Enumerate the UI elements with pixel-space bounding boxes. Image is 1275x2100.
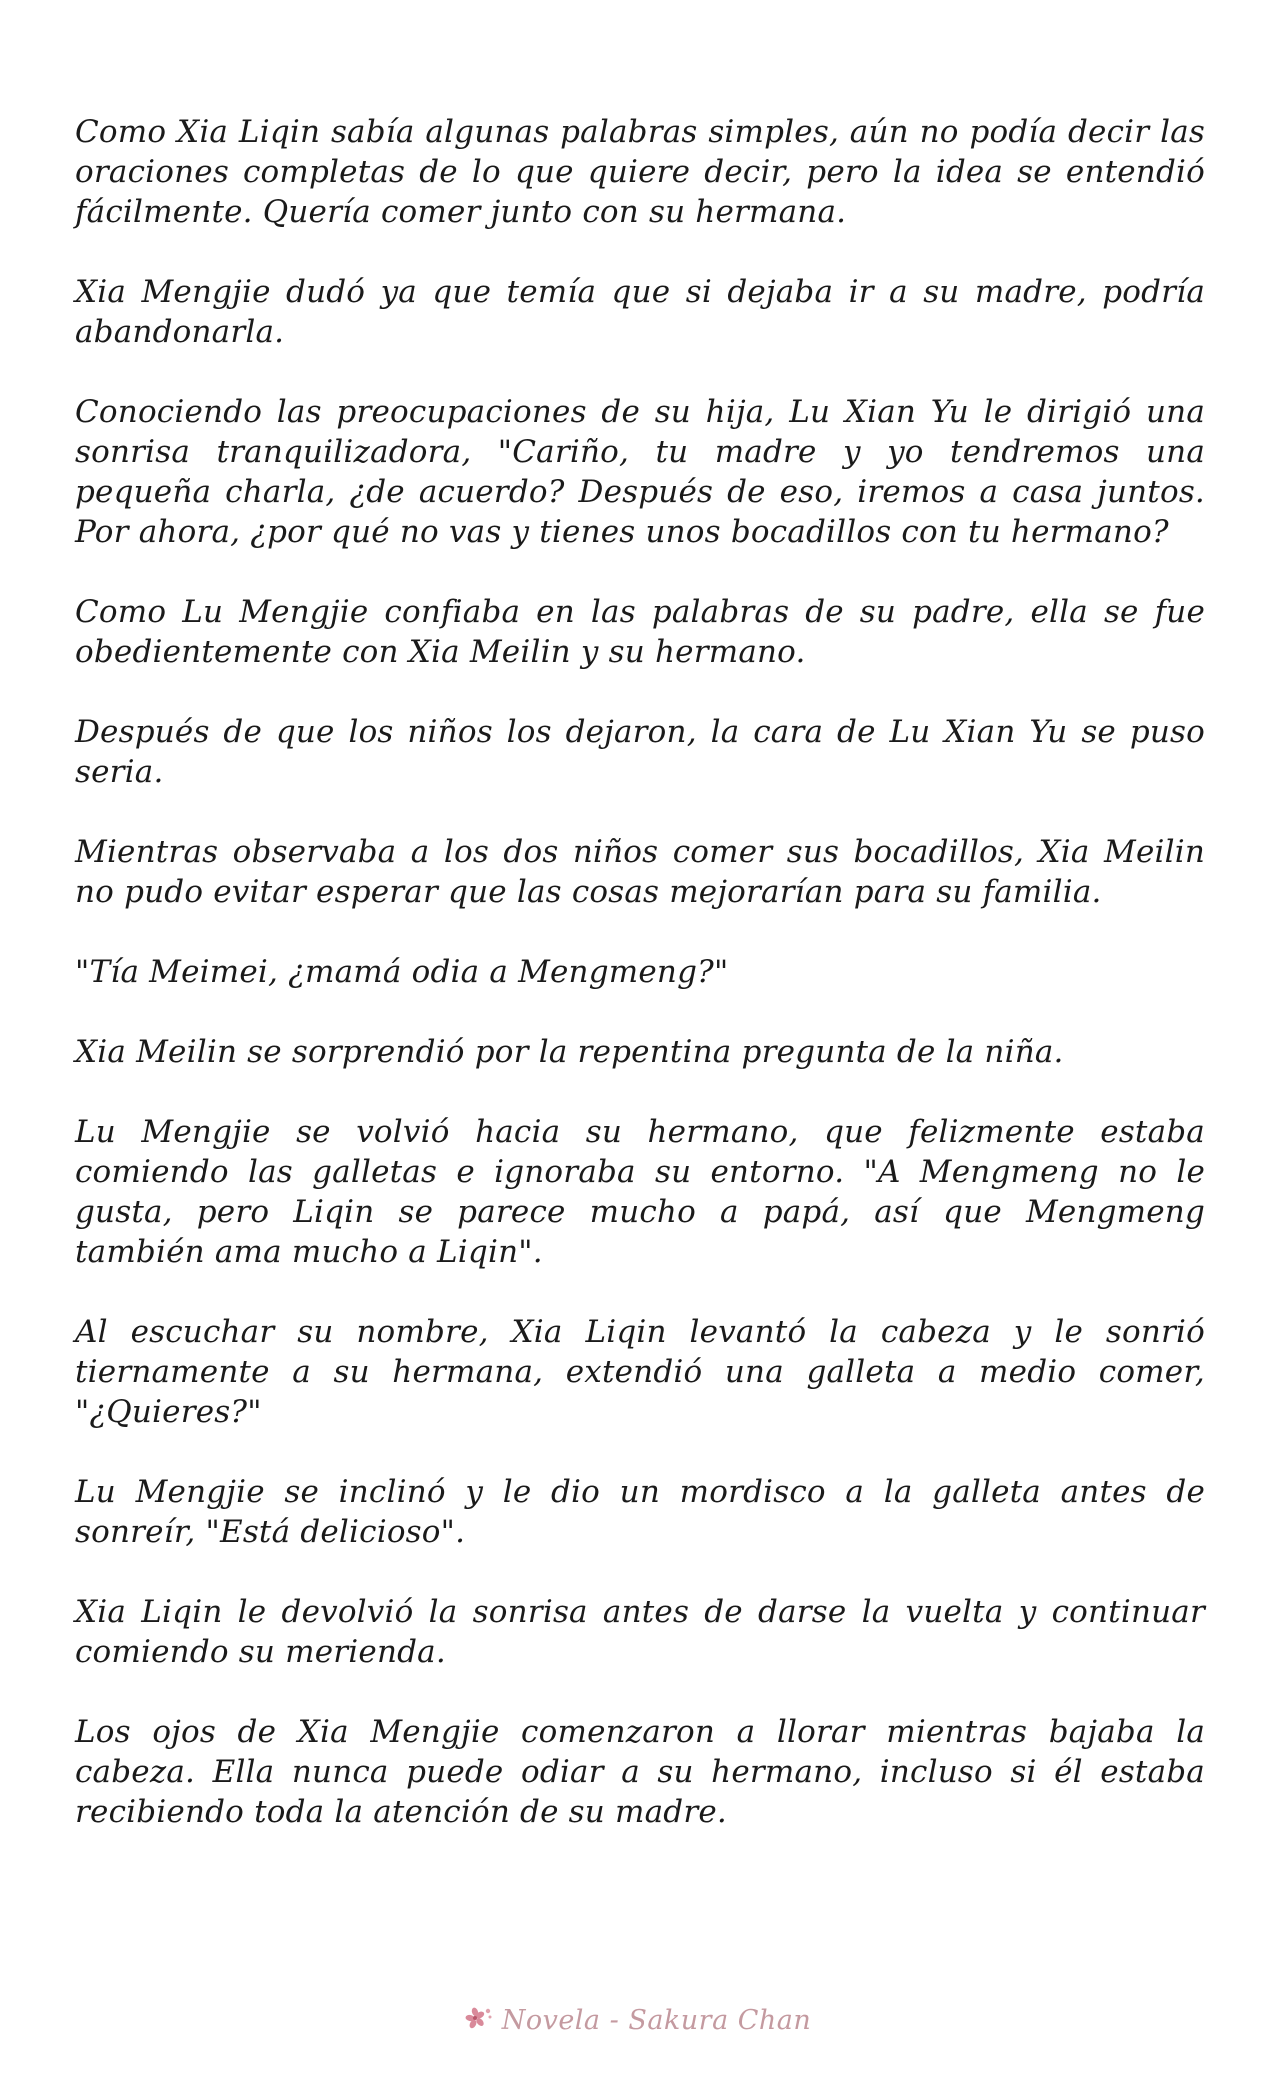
- paragraph: Conociendo las preocupaciones de su hija, Lu Xian Yu le dirigió una sonrisa tranquilizadora, "Cariño, tu madre y yo tendremos una pequeña charla, ¿de acuerdo? Después de eso, iremos a casa juntos. Por ahora, ¿por qué no vas y tienes unos bocadillos con tu hermano?: [75, 394, 1205, 550]
- text-column: [75, 112, 1205, 1872]
- paragraph: Mientras observaba a los dos niños comer sus bocadillos, Xia Meilin no pudo evitar esperar que las cosas mejorarían para su familia.: [75, 834, 1205, 910]
- paragraph: Xia Liqin le devolvió la sonrisa antes de darse la vuelta y continuar comiendo su merienda.: [75, 1594, 1205, 1670]
- paragraph: Lu Mengjie se volvió hacia su hermano, que felizmente estaba comiendo las galletas e ignoraba su entorno. "A Mengmeng no le gusta, pero Liqin se parece mucho a papá, así que Mengmeng también ama mucho a Liqin".: [75, 1114, 1205, 1270]
- paragraph: Después de que los niños los dejaron, la cara de Lu Xian Yu se puso seria.: [75, 714, 1205, 790]
- paragraph: "Tía Meimei, ¿mamá odia a Mengmeng?": [75, 954, 729, 990]
- watermark-text: Novela - Sakura Chan: [501, 2004, 812, 2036]
- watermark: [0, 1990, 1275, 2050]
- paragraph: Xia Mengjie dudó ya que temía que si dejaba ir a su madre, podría abandonarla.: [75, 274, 1205, 350]
- sakura-flower-icon: [464, 2005, 494, 2035]
- watermark-inner: [464, 2005, 812, 2036]
- paragraph: Como Lu Mengjie confiaba en las palabras de su padre, ella se fue obedientemente con Xia Meilin y su hermano.: [75, 594, 1205, 670]
- paragraph: Los ojos de Xia Mengjie comenzaron a llorar mientras bajaba la cabeza. Ella nunca puede odiar a su hermano, incluso si él estaba recibiendo toda la atención de su madre.: [75, 1714, 1205, 1830]
- paragraph: Al escuchar su nombre, Xia Liqin levantó la cabeza y le sonrió tiernamente a su hermana, extendió una galleta a medio comer, "¿Quieres?": [75, 1314, 1205, 1430]
- paragraph: Xia Meilin se sorprendió por la repentina pregunta de la niña.: [75, 1034, 1064, 1070]
- paragraph: Como Xia Liqin sabía algunas palabras simples, aún no podía decir las oraciones completas de lo que quiere decir, pero la idea se entendió fácilmente. Quería comer junto con su hermana.: [75, 114, 1205, 230]
- paragraph: Lu Mengjie se inclinó y le dio un mordisco a la galleta antes de sonreír, "Está delicioso".: [75, 1474, 1205, 1550]
